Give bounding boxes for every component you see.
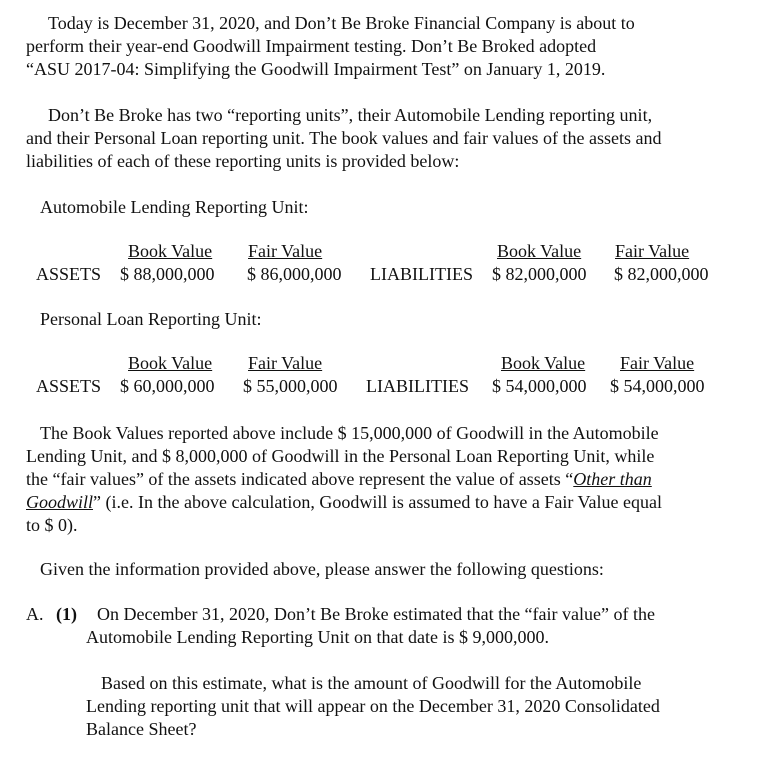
personal-liab-fair: $ 54,000,000 [610, 376, 705, 396]
auto-assets-fair-header: Fair Value [248, 241, 323, 261]
personal-assets-book: $ 60,000,000 [120, 376, 215, 396]
para3-line3 [26, 468, 652, 490]
para1-line3: “ASU 2017-04: Simplifying the Goodwill Impairment Test” on January 1, 2019. [26, 59, 606, 79]
auto-assets-label: ASSETS [36, 264, 102, 284]
personal-liab-book-header: Book Value [501, 353, 586, 373]
questions-prompt: Given the information provided above, please answer the following questions: [40, 559, 604, 579]
para3-line3-text: the “fair values” of the assets indicated above represent the value of assets “ [26, 469, 574, 489]
personal-assets-fair: $ 55,000,000 [243, 376, 338, 396]
auto-assets-book-header: Book Value [128, 241, 213, 261]
para1-line2: perform their year-end Goodwill Impairment testing. Don’t Be Broked adopted [26, 36, 597, 56]
personal-liab-fair-header: Fair Value [620, 353, 695, 373]
para1-line1: Today is December 31, 2020, and Don’t Be Broke Financial Company is about to [48, 13, 635, 33]
para2-line3: liabilities of each of these reporting units is provided below: [26, 151, 460, 171]
para3-line1: The Book Values reported above include $ 15,000,000 of Goodwill in the Automobile [40, 423, 659, 443]
para3-line2: Lending Unit, and $ 8,000,000 of Goodwill in the Personal Loan Reporting Unit, while [26, 446, 655, 466]
personal-liab-label: LIABILITIES [366, 376, 469, 396]
question-a-letter: A. [26, 604, 44, 624]
para2-line2: and their Personal Loan reporting unit. The book values and fair values of the assets and [26, 128, 662, 148]
para3-line5: to $ 0). [26, 515, 78, 535]
para2-line1: Don’t Be Broke has two “reporting units”, their Automobile Lending reporting unit, [48, 105, 653, 125]
auto-liab-fair: $ 82,000,000 [614, 264, 709, 284]
para3-line4 [26, 491, 662, 513]
goodwill-emphasis: Goodwill [26, 492, 94, 512]
personal-heading: Personal Loan Reporting Unit: [40, 309, 262, 329]
auto-assets-book: $ 88,000,000 [120, 264, 215, 284]
auto-liab-book-header: Book Value [497, 241, 582, 261]
personal-liab-book: $ 54,000,000 [492, 376, 587, 396]
other-than-emphasis: Other than [573, 469, 652, 489]
auto-assets-fair: $ 86,000,000 [247, 264, 342, 284]
auto-liab-book: $ 82,000,000 [492, 264, 587, 284]
personal-assets-fair-header: Fair Value [248, 353, 323, 373]
question-a-q-line2: Lending reporting unit that will appear on the December 31, 2020 Consolidated [86, 696, 660, 716]
personal-assets-label: ASSETS [36, 376, 102, 396]
question-a-number: (1) [56, 604, 77, 624]
auto-liab-label: LIABILITIES [370, 264, 473, 284]
auto-liab-fair-header: Fair Value [615, 241, 690, 261]
para3-line4-text: ” (i.e. In the above calculation, Goodwill is assumed to have a Fair Value equal [93, 492, 663, 512]
personal-assets-book-header: Book Value [128, 353, 213, 373]
question-a-q-line3: Balance Sheet? [86, 719, 197, 739]
question-a-line1: On December 31, 2020, Don’t Be Broke estimated that the “fair value” of the [97, 604, 655, 624]
question-a-q-line1: Based on this estimate, what is the amount of Goodwill for the Automobile [101, 673, 642, 693]
question-a-line2: Automobile Lending Reporting Unit on that date is $ 9,000,000. [86, 627, 549, 647]
auto-heading: Automobile Lending Reporting Unit: [40, 197, 309, 217]
